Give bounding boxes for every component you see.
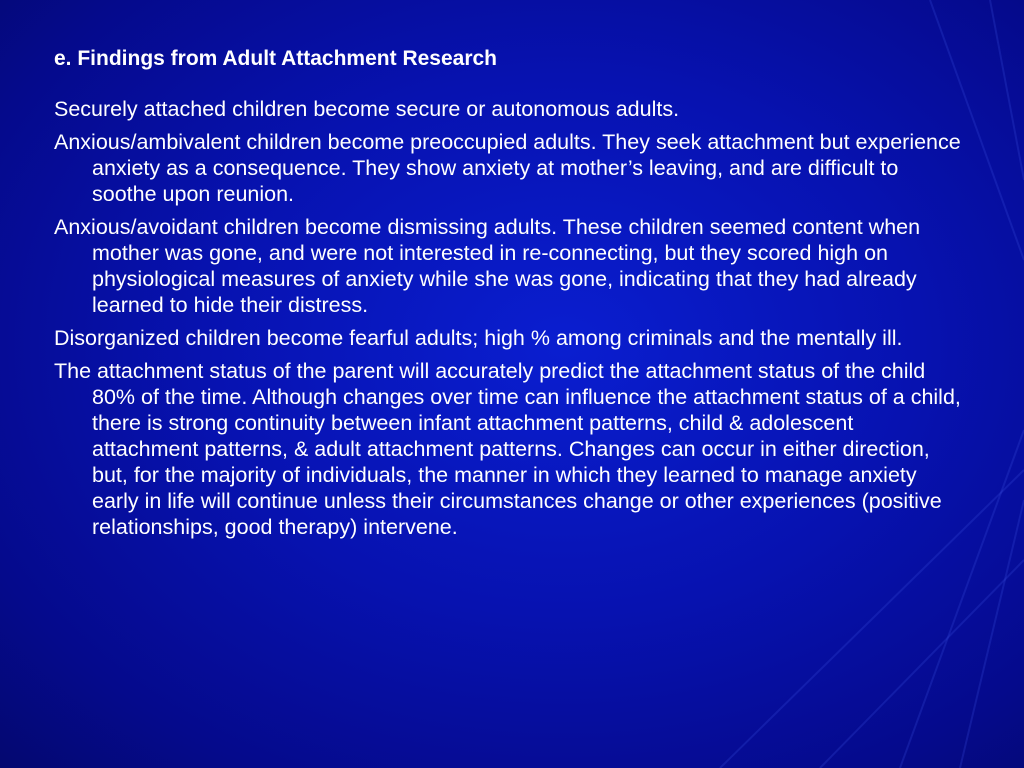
paragraph-avoidant: Anxious/avoidant children become dismissing adults. These children seemed content when mother was gone, and were not interested in re-connecting, but they scored high on physiological measures of anxiety while she was gone, indicating that they had already learned to hide their distress. [54,215,921,317]
slide-heading: e. Findings from Adult Attachment Research [54,47,497,70]
paragraph-ambivalent: Anxious/ambivalent children become preoccupied adults. They seek attachment but experience anxiety as a consequence. They show anxiety at mother’s leaving, and are difficult to soothe upon reunion. [54,130,961,206]
slide-content [54,44,964,547]
paragraph-disorganized: Disorganized children become fearful adults; high % among criminals and the mentally ill. [54,326,903,350]
paragraph-secure: Securely attached children become secure or autonomous adults. [54,97,680,121]
paragraph-parent-status: The attachment status of the parent will accurately predict the attachment status of the child 80% of the time. Although changes over time can influence the attachment status of a child, there is strong continuity between infant attachment patterns, child & adolescent attachment patterns, & adult attachment patterns. Changes can occur in either direction, but, for the majority of individuals, the manner in which they learned to manage anxiety early in life will continue unless their circumstances change or other experiences (positive relationships, good therapy) intervene. [54,359,961,539]
